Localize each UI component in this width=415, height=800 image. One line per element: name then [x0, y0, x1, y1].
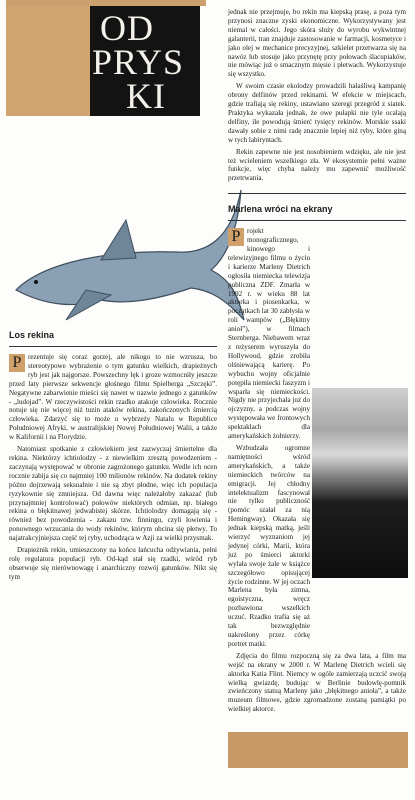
article2-paragraph — [228, 227, 310, 441]
continuation-paragraph: W swoim czasie ekolodzy prowadzili hałaśliwą kampanię obrony delfinów przed rekinami. W efekcie w miejscach, gdzie trafiają się rekiny, ustawiano szeregi przegród z siatek. Praktyka wykazała jednak, że owe pułapki nie tyle ocalają delfiny, ile powodują śmierć tysięcy rekinów. Morskie ssaki dawały sobie z nimi radę znacznie lepiej niż ryby, które giną w tych labiryntach. — [228, 82, 406, 144]
left-article — [9, 330, 217, 585]
drop-cap: P — [228, 228, 244, 246]
article-title: Los rekina — [9, 330, 55, 340]
article-paragraph — [9, 353, 217, 442]
article-paragraph: Natomiast spotkanie z człowiekiem jest zazwyczaj śmiertelne dla rekina. Niektórzy ichtiolodzy - z niewielkim zresztą powodzeniem - zaczynają występować w obronie zagrożonego gatunku. Wedle ich ocen rocznie zabija się co najmniej 100 milionów rekinów. Na dodatek rekiny późno dojrzewają seksualnie i nie są zbyt płodne, więc ich populacja ryzykownie się zmniejsza. Od dawna więc należałoby zakazać (lub przynajmniej kontrolować) połowów niektórych odmian, np. białego rekina o błękitnawej jedwabistej skórze. Ichtiolodzy domagają się - również bez powodzenia - zakazu tzw. finningu, czyli łowienia i ponownego wrzucania do wody rekinów, którym obcina się płetwy. To najatrakcyjniejsza część tej ryby, uchodząca w Azji za wielki przysmak. — [9, 445, 217, 543]
continuation-paragraph: jednak nie przejmuje, bo rekin ma kiepską prasę, a poza tym przynosi znaczne zyski ekonomiczne. Wykorzystywany jest niemal w całości. Jego skóra służy do wyrobu wykwintnej galanterii, tran znajduje zastosowanie w farmacji, kosmetyce i jako olej w mechanice precyzyjnej, szkielet przetwarza się na nawóz lub stosuje jako przynętę przy połowach ślacupiaków, nie mówiąc już o smacznym mięsie i płetwach. Wykorzystuje się wszystko. — [228, 8, 406, 79]
article2-paragraph: Zdjęcia do filmu rozpoczną się za dwa lata, a film ma wejść na ekrany w 2000 r. W Marlenę Dietrich wcieli się aktorka Katia Flint. Niemcy w ogóle zamierzają uczcić swoją wielką gwiazdę, budując w Berlinie budowlę-pomnik zwieńczony statuą Marleny jako „błękitnego anioła”, a także muzeum filmowe, gdzie zgromadzone zostaną pamiątki po wielkiej aktorce. — [228, 651, 406, 714]
article2-paragraph: Wzbudzała ogromne namiętności wśród amerykańskich, a także niemieckich twórców na emigracji. Jej chłodny intelektualizm fascynował nie tylko publiczność (pomóc szałał za nią Hemingway). Okazała się jednak kiepską matką, jeśli wierzyć wyznaniom jej jedynej córki, Marii, która już po śmierci aktorki wylała swoje żale w książce szczegółowo opisującej życie rodzinne. W jej oczach Marlena była zimna, egoistyczna, wręcz pozbawiona wszelkich uczuć. Rzadko trafia się aż tak bezwzględnie nakreślony przez córkę portret matki. — [228, 443, 310, 648]
article2-title: Marlena wróci na ekrany — [228, 204, 333, 215]
tan-color-block — [6, 6, 90, 116]
header-word-line-1: OD — [100, 8, 154, 48]
header-word-line-3: KI — [126, 76, 166, 116]
title-rule — [228, 220, 406, 221]
section-rule — [228, 193, 406, 194]
paragraph-text: rezentuje się coraz gorzej, ale nikogo to nie wzrusza, bo stereotypowe wybrażenie o tym gatunku wielkich, drapieżnych ryb jest jak najgorsze. Powszechny lęk i groze wzmocniły jeszcze przed laty pierwsze sekwencje głośnego filmu Spielberga „Szczęki”. Negatywne zabarwienie mieści się nawet w nazwie jednego z gatunków - „ludojad”. W rzeczywistości rekin rzadko atakuje człowieka. Rocznie notuje się nie więcej niż tuzin ataków rekina, zakończonych śmiercią człowieka. Zdarzyć się to może u wybrzeży Natalu w Republice Południowej Afryki, w australijskiej Nowej Południowej Walii, a także w Kalifornii i na Florydzie. — [9, 353, 217, 442]
paragraph-text: rojekt monograficznego, kinowego i telewizyjnego filmu o życiu i karierze Marleny Dietrich ogłosiła niemiecka telewizja publiczna ZDF. Zmarła w 1992 r. w wieku 88 lat aktorka i piosenkarka, w początkach lat 30 zabłysła w roli wampów („Błękitny anioł”), w filmach Sternberga. Niebawem wraz z reżyserem wyruszyła do Hollywood, gdzie zrobiła olśniewającą karierę. Po wybuchu wojny oficjalnie potępiła niemiecki faszyzm i wsparła się niemieckości. Nigdy nie przyjechała już do ojczyzny, a podczas wojny występowała we frontowych spektaklach dla amerykańskich żołnierzy. — [228, 227, 310, 441]
article-paragraph: Drapieżnik rekin, umieszczony na końcu łańcucha odżywiania, pełni rolę regulatora populacji ryb. Od-kąd stał się rzadki, wśród ryb obserwuje się nierównowagę i anarchiczny rozwój gatunków. Nikt się tym — [9, 546, 217, 581]
header-word-line-2: PRYS — [92, 42, 185, 82]
shark-illustration — [6, 150, 246, 330]
continuation-paragraph: Rekin zapewne nie jest nosobieniem wdzięku, ale nie jest też wcieleniem wszelkiego zła. W ekosystemie pełni ważne funkcje, więc chyba należy mu zapewnić możliwość przetrwania. — [228, 147, 406, 183]
right-column — [228, 8, 406, 717]
bottom-color-block — [228, 732, 408, 768]
drop-cap: P — [9, 354, 25, 372]
title-rule — [9, 346, 217, 347]
marlena-photo — [312, 388, 408, 578]
